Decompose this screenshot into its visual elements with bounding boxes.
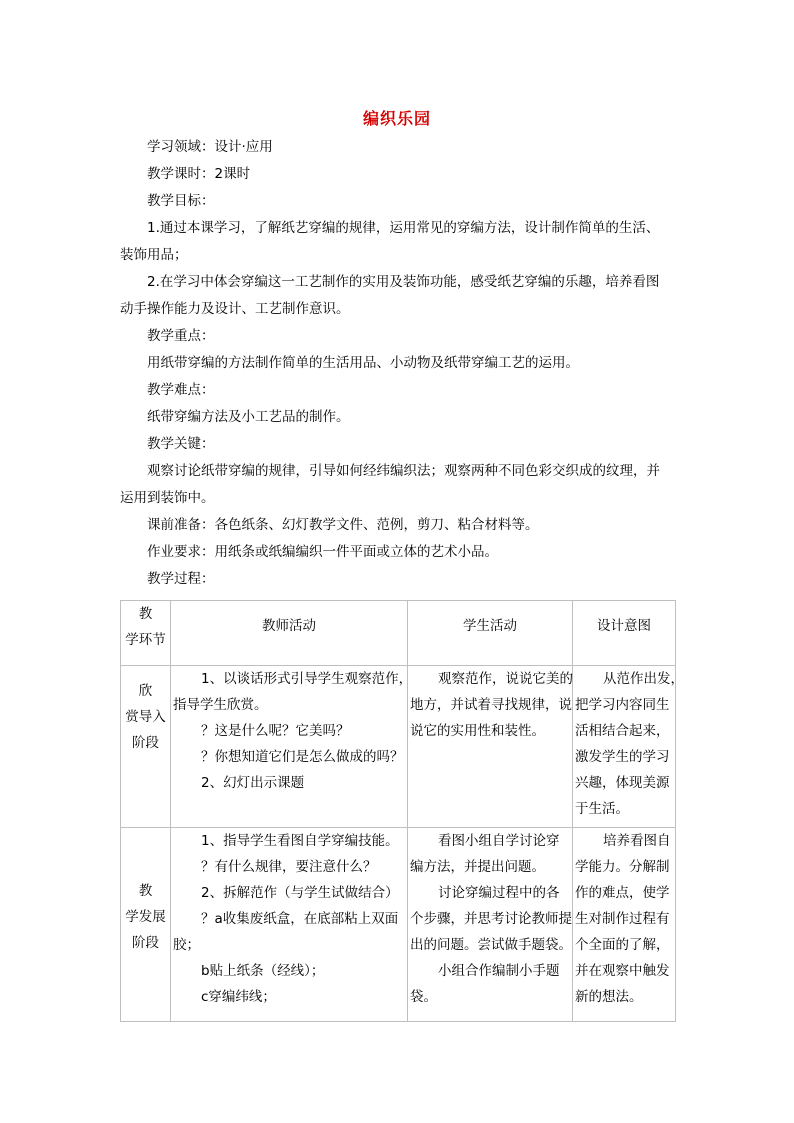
student-text: 个步骤，并思考讨论教师提 (410, 911, 572, 927)
row-1-intent (573, 666, 684, 828)
intent-text: 并在观察中触发 (575, 963, 670, 979)
student-text: 说它的实用性和装性。 (410, 723, 545, 739)
intent-text: 个全面的了解， (575, 937, 670, 953)
row-1-stage (121, 666, 171, 828)
process-heading: 教学过程： (147, 571, 215, 587)
stage-text: 学发展 (125, 909, 166, 925)
stage-text: 赏导入 (125, 709, 166, 725)
teaching-hours: 教学课时：2课时 (147, 166, 251, 182)
goal-1-line-1: 1.通过本课学习，了解纸艺穿编的规律，运用常见的穿编方法，设计制作简单的生活、 (147, 220, 660, 236)
student-text: 小组合作编制小手题 (438, 963, 560, 979)
header-intent: 设计意图 (573, 601, 676, 666)
teacher-text: ？a收集废纸盒，在底部粘上双面 (201, 911, 399, 927)
student-text: 讨论穿编过程中的各 (438, 885, 560, 901)
row-2-teacher (171, 828, 408, 1022)
intent-text: 新的想法。 (575, 989, 643, 1005)
intent-text: 活相结合起来， (575, 723, 670, 739)
teacher-text: 2、拆解范作（与学生试做结合） (201, 885, 399, 901)
table-header-row (121, 601, 676, 666)
header-stage (121, 601, 171, 666)
teacher-text: ？这是什么呢？它美吗？ (201, 723, 350, 739)
row-1-student (408, 666, 573, 828)
teacher-text: ？你想知道它们是怎么做成的吗？ (201, 749, 404, 765)
student-text: 地方，并试着寻找规律，说 (410, 697, 572, 713)
header-stage-line-2: 学环节 (125, 632, 166, 648)
goal-2-line-1: 2.在学习中体会穿编这一工艺制作的实用及装饰功能，感受纸艺穿编的乐趣，培养看图 (147, 274, 660, 290)
row-2-stage (121, 828, 171, 1022)
intent-text: 激发学生的学习 (575, 749, 670, 765)
goals-heading: 教学目标： (147, 193, 215, 209)
intent-text: 把学习内容同生 (575, 697, 670, 713)
stage-text: 欣 (138, 683, 153, 699)
crux-heading: 教学关键： (147, 436, 215, 452)
goal-2-line-2: 动手操作能力及设计、工艺制作意识。 (120, 301, 350, 317)
row-2-intent (573, 828, 676, 1022)
goal-1-line-2: 装饰用品； (120, 247, 188, 263)
student-text: 观察范作，说说它美的 (438, 671, 573, 687)
stage-text: 教 (138, 883, 153, 899)
teacher-text: 胶； (173, 937, 200, 953)
header-stage-line-1: 教 (138, 606, 153, 622)
student-text: 看图小组自学讨论穿 (438, 833, 560, 849)
table-row (121, 828, 676, 1022)
header-teacher: 教师活动 (171, 601, 408, 666)
row-2-student (408, 828, 573, 1022)
document-title: 编织乐园 (362, 109, 431, 128)
stage-text: 阶段 (132, 935, 159, 951)
teacher-text: 1、以谈话形式引导学生观察范作， (201, 671, 413, 687)
learning-domain: 学习领域：设计·应用 (147, 139, 273, 155)
student-text: 出的问题。尝试做手题袋。 (410, 937, 572, 953)
student-text: 编方法，并提出问题。 (410, 859, 545, 875)
stage-text: 阶段 (132, 735, 159, 751)
crux-line-1: 观察讨论纸带穿编的规律，引导如何经纬编织法；观察两种不同色彩交织成的纹理，并 (147, 463, 660, 479)
table-row (121, 666, 676, 828)
preparation: 课前准备：各色纸条、幻灯教学文件、范例，剪刀、粘合材料等。 (147, 517, 539, 533)
header-student: 学生活动 (408, 601, 573, 666)
teacher-text: b贴上纸条（经线）； (201, 963, 325, 979)
intent-text: 于生活。 (575, 801, 629, 817)
student-text: 袋。 (410, 989, 437, 1005)
key-points-text: 用纸带穿编的方法制作简单的生活用品、小动物及纸带穿编工艺的运用。 (147, 355, 579, 371)
key-points-heading: 教学重点： (147, 328, 215, 344)
teacher-text: 1、指导学生看图自学穿编技能。 (201, 833, 399, 849)
teacher-text: 指导学生欣赏。 (173, 697, 268, 713)
difficulty-text: 纸带穿编方法及小工艺品的制作。 (147, 409, 350, 425)
intent-text: 生对制作过程有 (575, 911, 670, 927)
difficulty-heading: 教学难点： (147, 382, 215, 398)
crux-line-2: 运用到装饰中。 (120, 490, 215, 506)
teacher-text: c穿编纬线； (201, 989, 276, 1005)
intent-text: 作的难点，使学 (575, 885, 670, 901)
intent-text: 从范作出发， (603, 671, 684, 687)
intent-text: 学能力。分解制 (575, 859, 670, 875)
teaching-process-table (120, 600, 684, 1022)
row-1-teacher (171, 666, 413, 828)
intent-text: 兴趣，体现美源 (575, 775, 670, 791)
homework: 作业要求：用纸条或纸编编织一件平面或立体的艺术小品。 (147, 544, 498, 560)
teacher-text: 2、幻灯出示课题 (201, 775, 305, 791)
intent-text: 培养看图自 (603, 833, 671, 849)
teacher-text: ？有什么规律，要注意什么？ (201, 859, 377, 875)
